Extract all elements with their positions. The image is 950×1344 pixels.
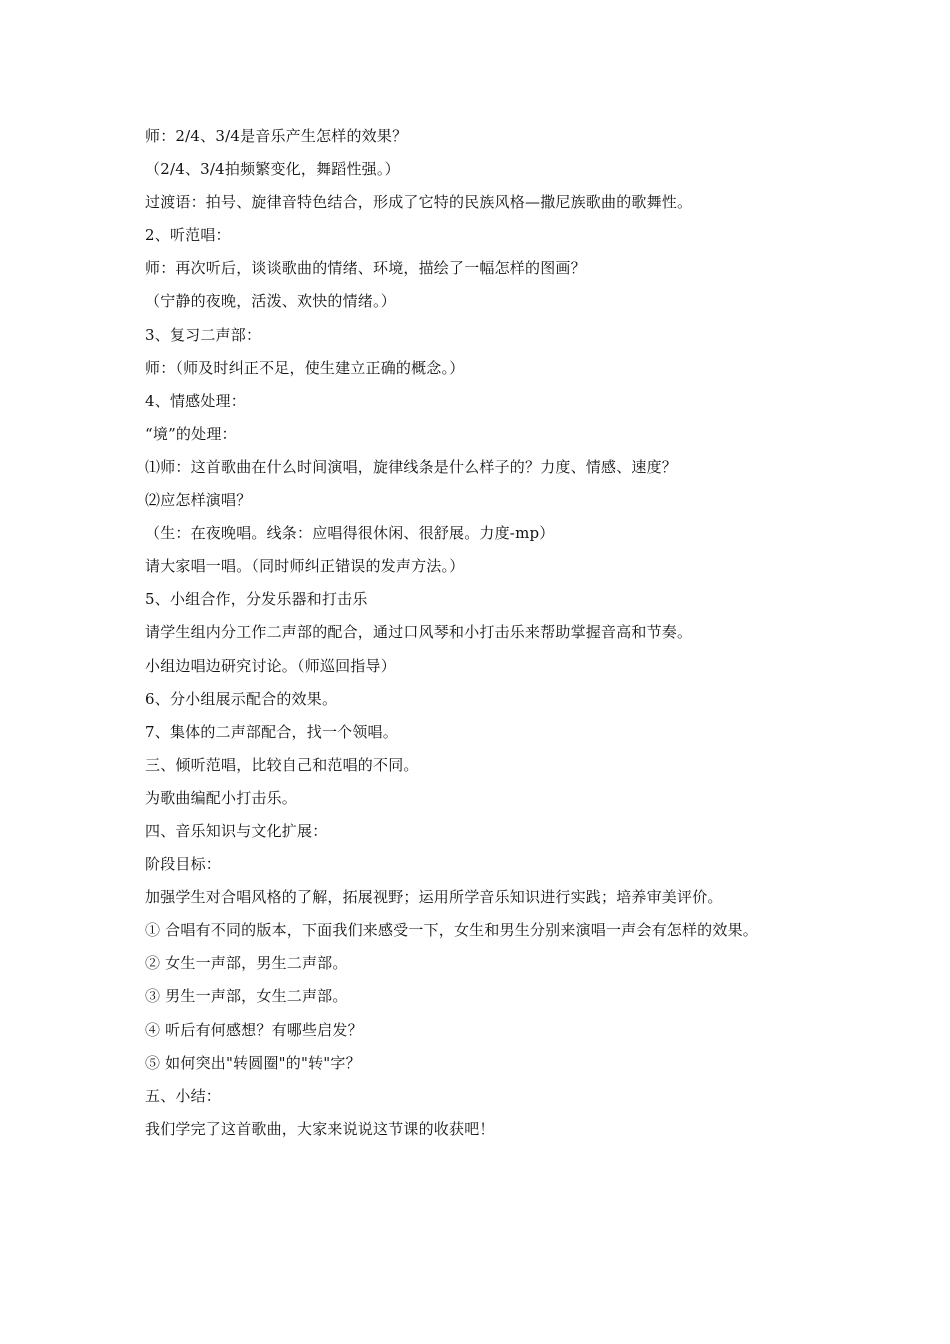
section-heading: 四、音乐知识与文化扩展：	[145, 821, 328, 840]
list-item: ④ 听后有何感想？有哪些启发？	[145, 1020, 363, 1039]
text-line: 师：再次听后，谈谈歌曲的情绪、环境，描绘了一幅怎样的图画？	[145, 259, 586, 278]
section-heading: 6、分小组展示配合的效果。	[145, 689, 338, 708]
list-item: ② 女生一声部，男生二声部。	[145, 954, 348, 973]
section-heading: 三、倾听范唱，比较自己和范唱的不同。	[145, 755, 419, 774]
text-line: 为歌曲编配小打击乐。	[145, 788, 298, 807]
list-item: ⑤ 如何突出"转圆圈"的"转"字？	[145, 1053, 361, 1072]
text-line: 师：（师及时纠正不足，使生建立正确的概念。）	[145, 358, 465, 377]
text-line: 师：2/4、3/4是音乐产生怎样的效果？	[145, 127, 408, 145]
text-line: 小组边唱边研究讨论。（师巡回指导）	[145, 656, 396, 675]
text-line: 请学生组内分工作二声部的配合，通过口风琴和小打击乐来帮助掌握音高和节奏。	[145, 623, 693, 642]
section-heading: 4、情感处理：	[145, 391, 246, 410]
section-heading: 2、听范唱：	[145, 226, 231, 245]
text-line: （生：在夜晚唱。线条：应唱得很休闲、很舒展。力度-mp）	[145, 524, 555, 543]
section-heading: 7、集体的二声部配合，找一个领唱。	[145, 722, 398, 741]
section-heading: 五、小结：	[145, 1086, 222, 1105]
text-line: ⑴师：这首歌曲在什么时间演唱，旋律线条是什么样子的？力度、情感、速度？	[145, 457, 678, 476]
section-heading: 3、复习二声部：	[145, 325, 262, 344]
section-heading: 5、小组合作，分发乐器和打击乐	[145, 590, 368, 609]
text-line: 加强学生对合唱风格的了解，拓展视野；运用所学音乐知识进行实践；培养审美评价。	[145, 888, 723, 907]
text-line: 阶段目标：	[145, 855, 222, 874]
text-line: （宁静的夜晚，活泼、欢快的情绪。）	[145, 292, 396, 311]
list-item: ① 合唱有不同的版本，下面我们来感受一下，女生和男生分别来演唱一声会有怎样的效果。	[145, 921, 758, 940]
text-line: 请大家唱一唱。（同时师纠正错误的发声方法。）	[145, 557, 465, 576]
document-body	[145, 124, 845, 1150]
text-line: （2/4、3/4拍频繁变化，舞蹈性强。）	[145, 160, 400, 179]
list-item: ③ 男生一声部，女生二声部。	[145, 987, 348, 1006]
text-line: “境”的处理：	[145, 424, 237, 443]
text-line: 过渡语：拍号、旋律音特色结合，形成了它特的民族风格—撒尼族歌曲的歌舞性。	[145, 193, 693, 212]
text-line: 我们学完了这首歌曲，大家来说说这节课的收获吧！	[145, 1119, 495, 1138]
text-line: ⑵应怎样演唱？	[145, 491, 252, 510]
